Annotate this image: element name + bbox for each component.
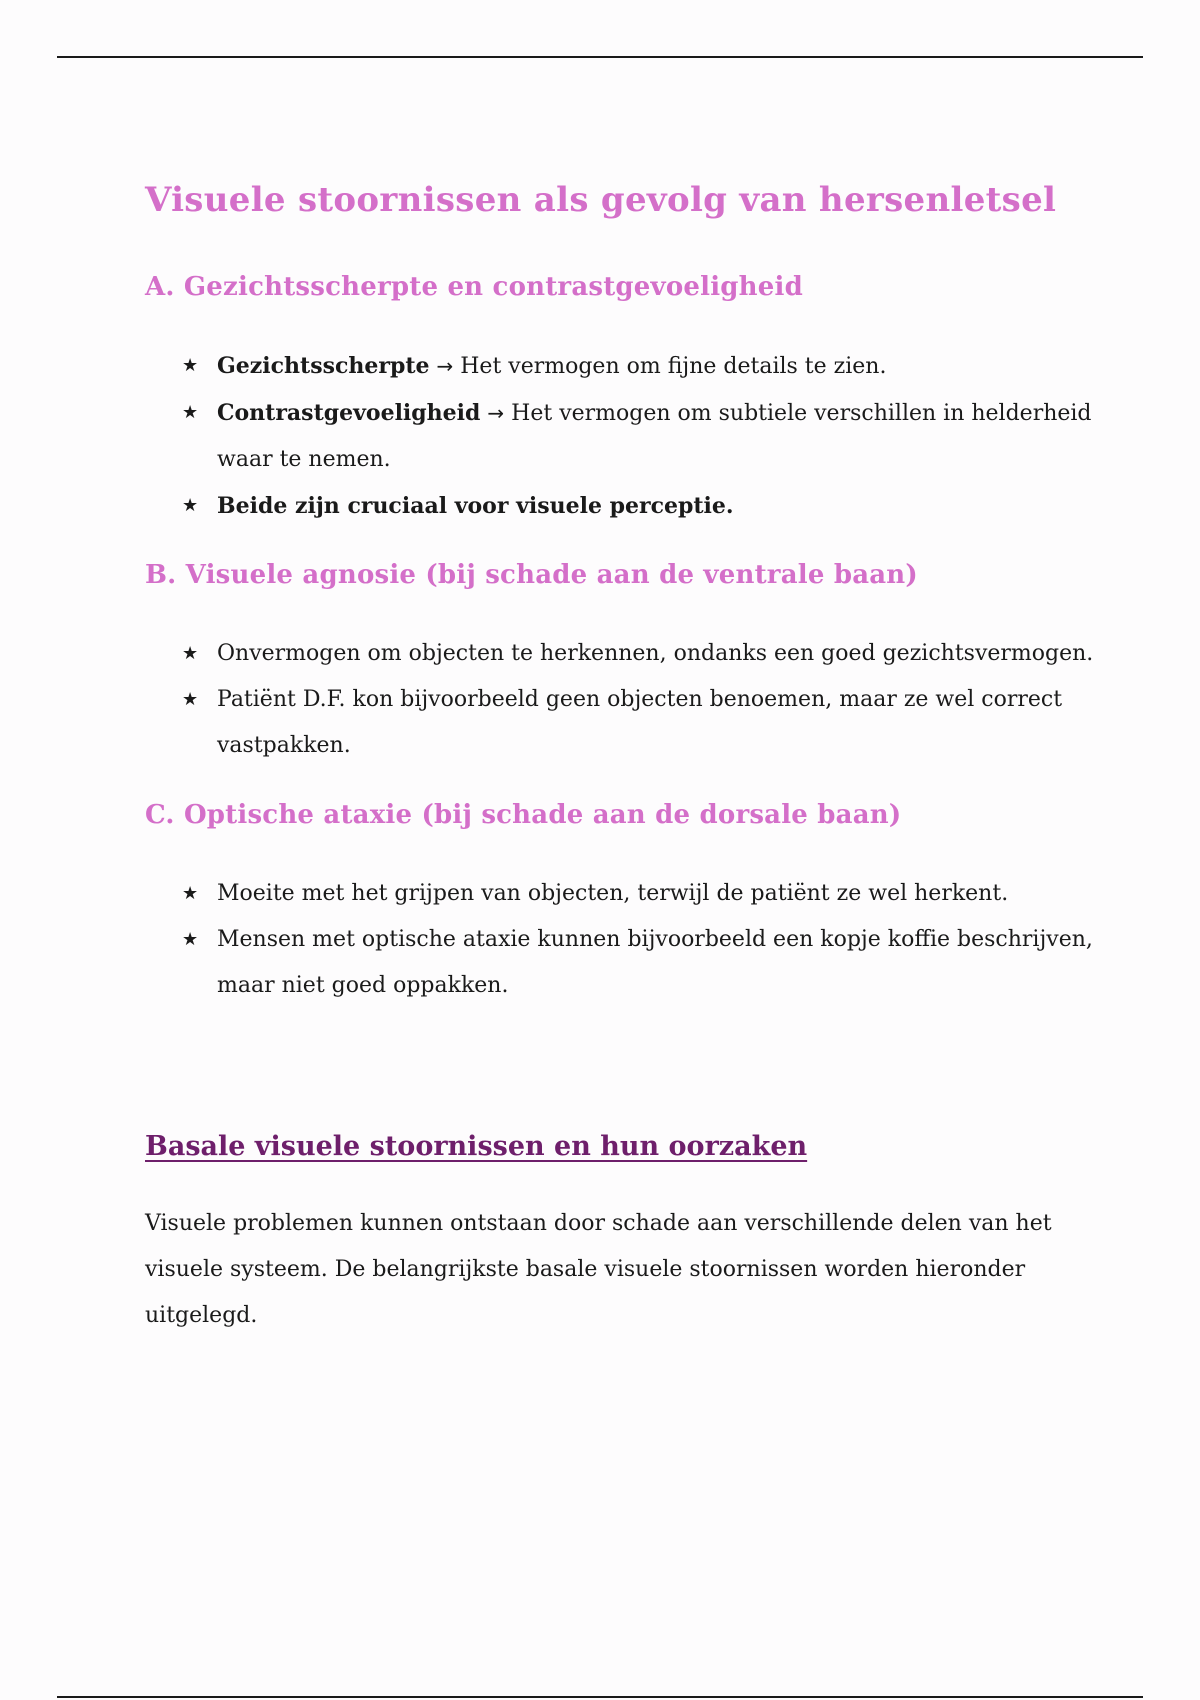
top-rule — [57, 56, 1143, 58]
item-text: Mensen met optische ataxie kunnen bijvoorbeeld een kopje koffie beschrijven, maar niet goed oppakken. — [217, 927, 1093, 998]
term-contrastgevoeligheid: Contrastgevoeligheid — [217, 400, 481, 426]
intro-paragraph: Visuele problemen kunnen ontstaan door schade aan verschillende delen van het visuele systeem. De belangrijkste basale visuele stoornissen worden hieronder uitgelegd. — [145, 1211, 1052, 1328]
section-b-list — [145, 631, 1105, 769]
bottom-rule — [57, 1696, 1143, 1698]
star-icon: ★ — [182, 402, 199, 423]
document-body — [145, 176, 1105, 1339]
basale-heading: Basale visuele stoornissen en hun oorzaken — [145, 1131, 808, 1162]
list-item — [182, 677, 1105, 769]
list-item — [182, 631, 1105, 677]
list-item — [182, 871, 1105, 917]
star-icon: ★ — [182, 929, 199, 950]
page-title: Visuele stoornissen als gevolg van hersenletsel — [145, 180, 1057, 220]
star-icon: ★ — [182, 883, 199, 904]
star-icon: ★ — [182, 643, 199, 664]
term-gezichtsscherpte: Gezichtsscherpte — [217, 353, 430, 379]
list-item — [182, 343, 1105, 390]
item-text: Patiënt D.F. kon bijvoorbeeld geen objecten benoemen, maar ze wel correct vastpakken. — [217, 687, 1063, 758]
section-a-heading: A. Gezichtsscherpte en contrastgevoeligheid — [145, 272, 803, 302]
list-item — [182, 390, 1105, 483]
list-item — [182, 917, 1105, 1009]
definition-text: Het vermogen om subtiele verschillen in helderheid waar te nemen. — [217, 401, 1092, 472]
section-c-heading: C. Optische ataxie (bij schade aan de dorsale baan) — [145, 800, 902, 830]
star-icon: ★ — [182, 355, 199, 376]
list-item — [182, 483, 1105, 529]
star-icon: ★ — [182, 495, 199, 516]
item-text: Beide zijn cruciaal voor visuele perceptie. — [217, 493, 734, 519]
item-text: Onvermogen om objecten te herkennen, ondanks een goed gezichtsvermogen. — [217, 641, 1094, 666]
section-b-heading: B. Visuele agnosie (bij schade aan de ventrale baan) — [145, 560, 918, 590]
arrow-icon: → — [436, 354, 454, 378]
section-a-list — [145, 343, 1105, 529]
star-icon: ★ — [182, 689, 199, 710]
section-c-list — [145, 871, 1105, 1009]
item-text: Moeite met het grijpen van objecten, terwijl de patiënt ze wel herkent. — [217, 881, 1009, 906]
arrow-icon: → — [487, 401, 505, 425]
definition-text: Het vermogen om fijne details te zien. — [453, 354, 887, 379]
